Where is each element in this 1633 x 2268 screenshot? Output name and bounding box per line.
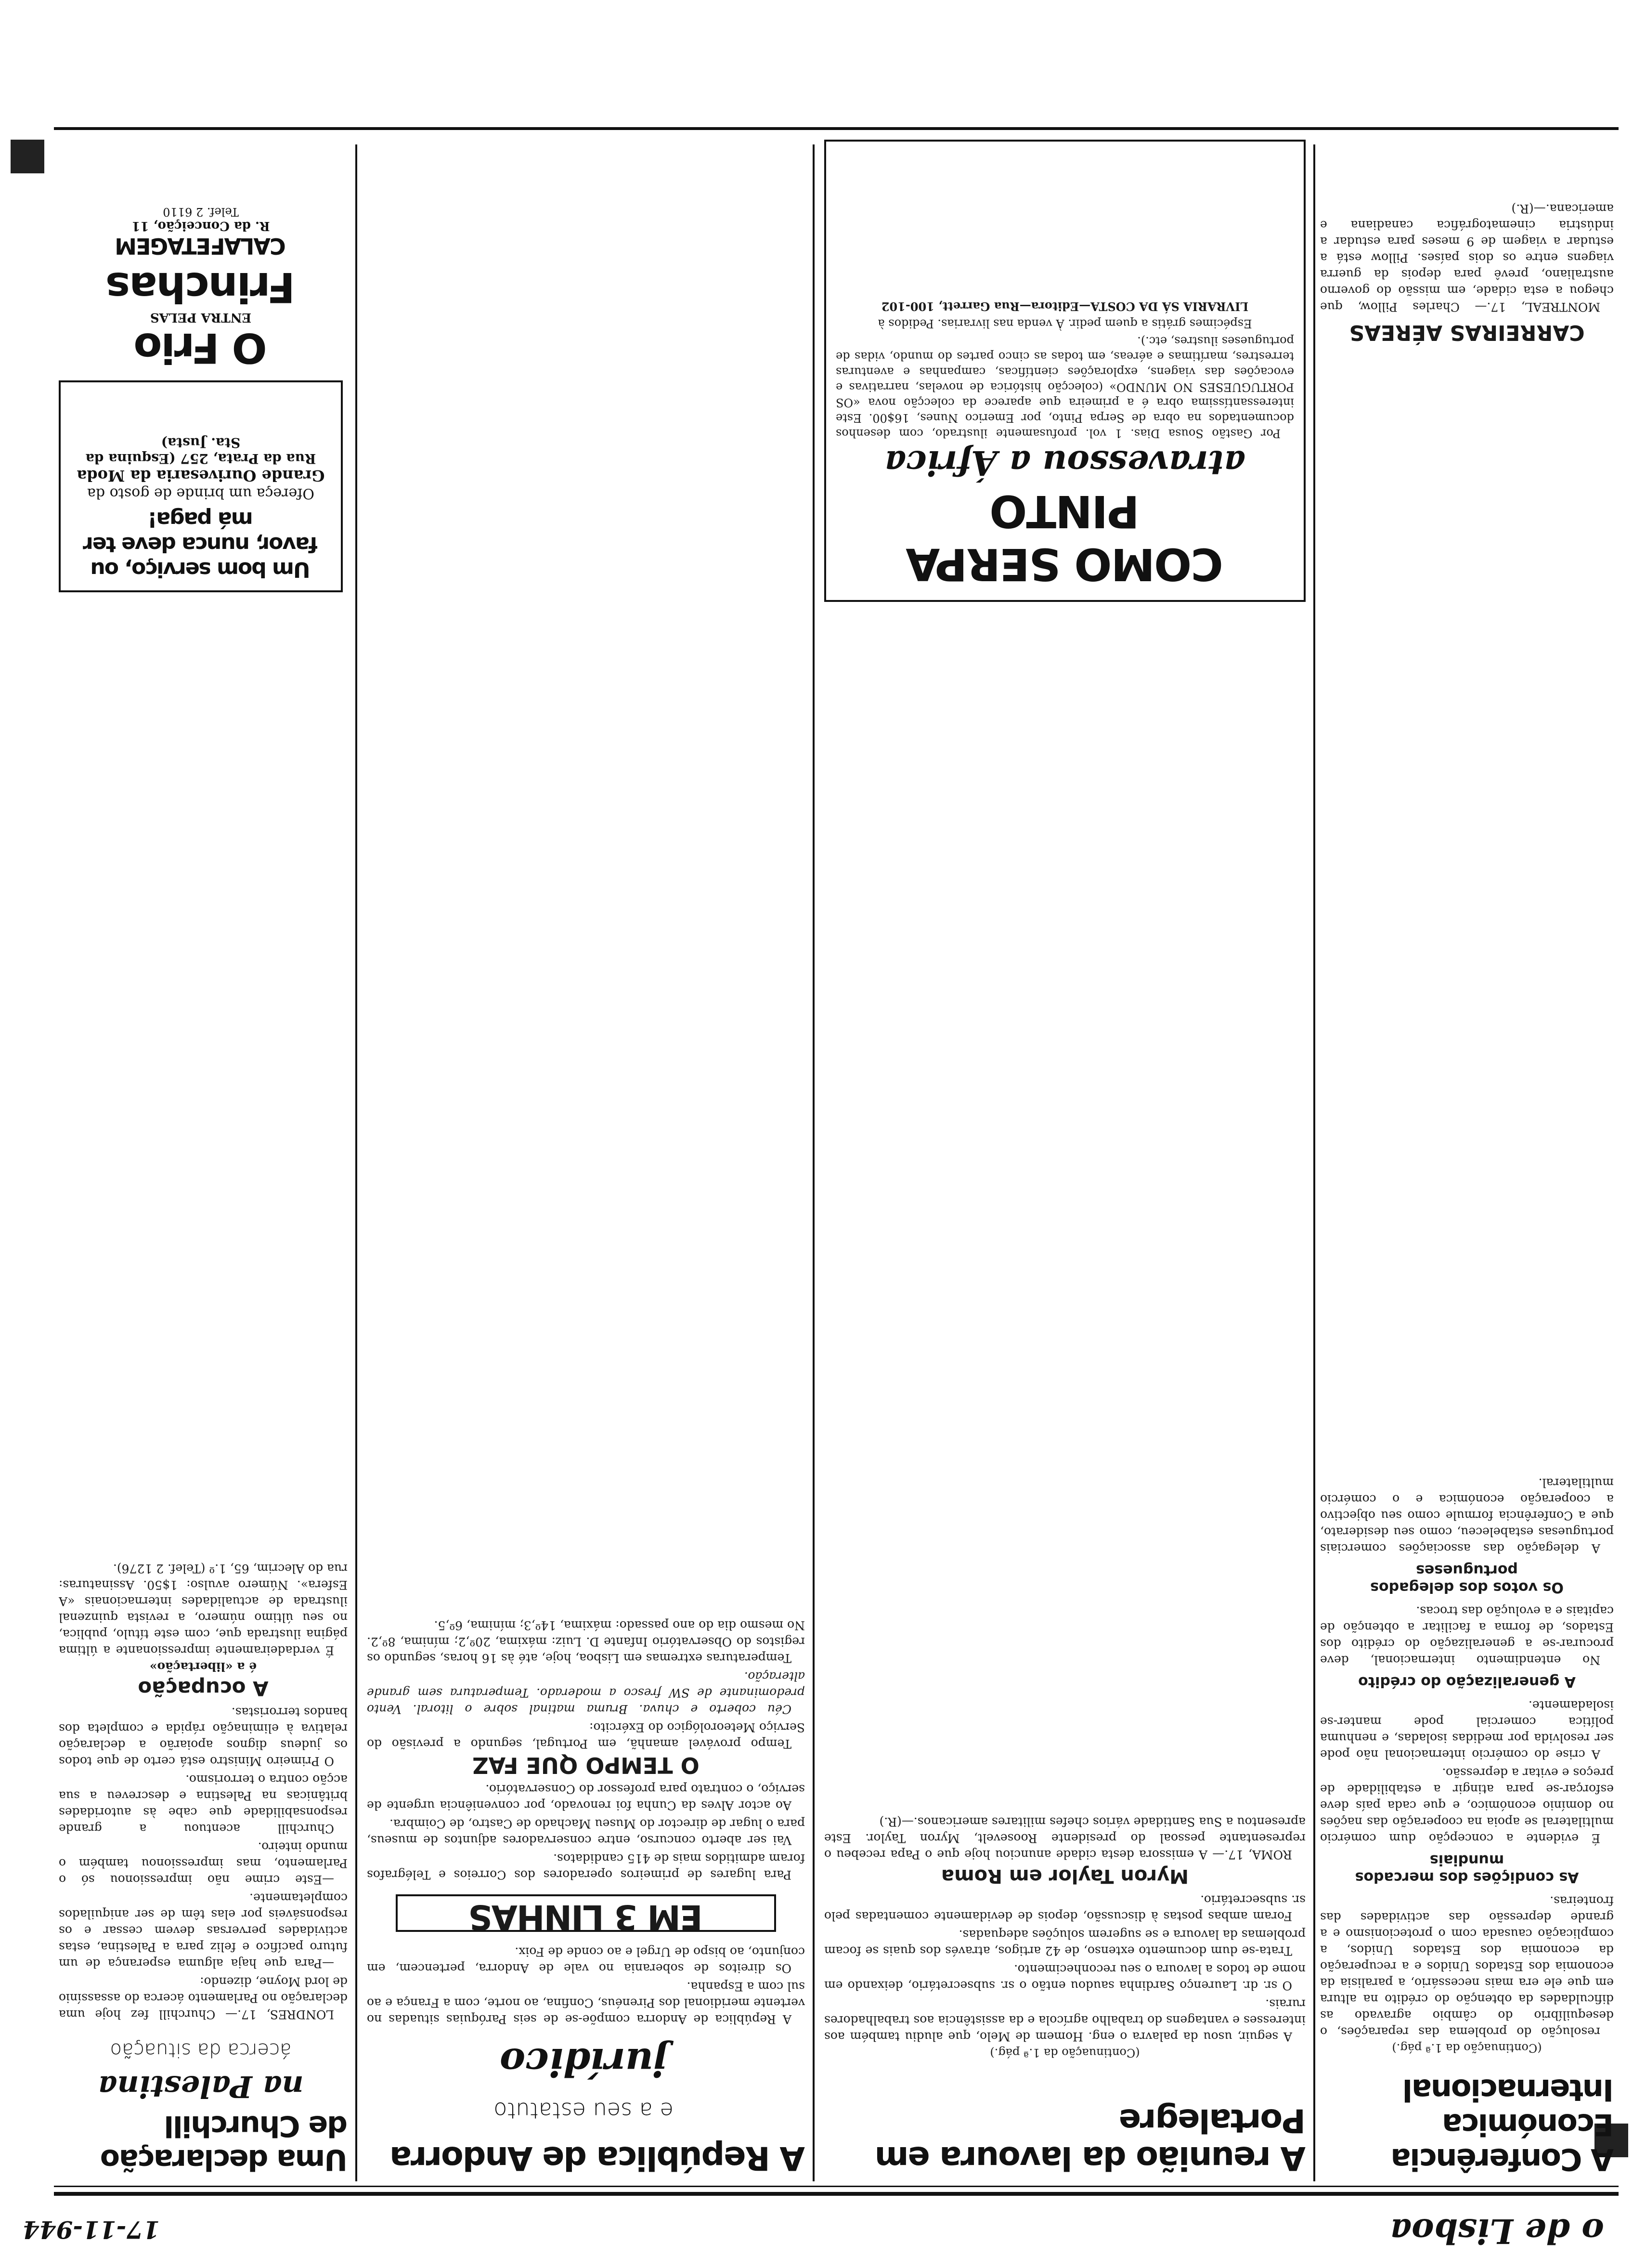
masthead-date: 17-11-944 <box>22 2216 160 2244</box>
column-rule <box>813 144 815 2181</box>
headline-carreiras: CARREIRAS AÉREAS <box>1349 320 1585 345</box>
italic-juridico: jurídico <box>499 2040 668 2085</box>
column-rule <box>1313 144 1315 2181</box>
masthead-rule-thin <box>54 2186 1619 2187</box>
column-rule <box>355 144 357 2181</box>
boxed-em-3-linhas: EM 3 LINHAS <box>396 1894 776 1932</box>
ad-ourivesaria-title: Um bom serviço, ou favor, nunca deve ter má paga! <box>84 507 318 582</box>
bottom-rule <box>54 127 1619 130</box>
ad-serpa-subtitle: atravessou a África <box>884 443 1246 483</box>
column-andorra: A República de Andorra compõe-se de seis Paróquias situadas no vertente meridional dos Pirenéus, Confina, ao norte, com a França e ao sul com a Espanha. Os direitos de soberania no vale de Andorra, pertencem, em conjunto, ao bispo de Urgel e ao conde de Foix. EM 3 LINHAS Para lugares de primeiros operadores dos Correios e Telégrafos foram admitidos mais de 415 candidatos. Vai ser aberto concurso, entre conservadores adjuntos de museus, para o lugar de director do Museu Machado de Castro, de Coimbra. Ao actor Alves da Cunha foi renovado, por conveniência urgente de serviço, o contrato para professor do Conservatório. O TEMPO QUE FAZ Tempo provável amanhã, em Portugal, segundo a previsão do Serviço Meteorológico do Exército: Céu coberto e chuva. Bruma matinal sobre o litoral. Vento predominante de SW fresco a moderado. Temperatura sem grande alteração. Temperaturas extremas em Lisboa, hoje, até às 16 horas, segundo os registos do Observatório Infante D. Luiz: máxima, 20º,2; mínima, 8º,2. No mesmo dia do ano passado: máxima, 14º,3; mínima, 6º,5. <box>367 1618 805 2026</box>
ad-serpa-text: Por Gastão Sousa Dias. 1 vol. profusamente ilustrado, com desenhos documentados na obra de Serpa Pinto, por Emerico Nunes, 16$00. Este interessantíssima obra é a primeira que aparece da colecção nova «OS PORTUGUESES NO MUNDO» (colecção histórica de novelas, narrativas e evocações das viagens, explorações científicas, campanhas e aventuras terrestres, marítimas e aéreas, em todas as cinco partes do mundo, vidas de portugueses ilustres, etc.). <box>836 334 1294 440</box>
headline-churchill: Uma declaração de Churchill <box>101 2109 348 2177</box>
column-conferencia: (Continuação da 1.ª pág.) resolução do problema das reparações, o desequilíbrio do câmbio agravado as dificuldades da obtenção do crédito na altura em que ele era mais necessário, a paralisia da economia dos Estados Unidos e a recuperação da economia dos Estados Unidos, a complicação causada com o protecionismo e a grande depressão das actividades das fronteiras. As condições dos mercados mundiais É evidente a concepção dum comércio multilateral se apoia na cooperação das nações no domínio económico, e que cada país deve esforçar-se para atingir a estabilidade de preços e evitar a depressão. A crise do comércio internacional não pode ser resolvida por medidas isoladas, e nenhuma política comercial pode manter-se isoladamente. A generalização do crédito No entendimento internacional, deve procurar-se a generalização do crédito dos Estados, de forma a facilitar a obtenção de capitais e a evolução das trocas. Os votos dos delegados portugueses A delegação das associações comerciais portuguesas estabeleceu, como seu desiderato, que a Conferência formule como seu objectivo a cooperação económica e o comércio multilateral. <box>1320 1476 1614 2055</box>
masthead-rule <box>54 2192 1619 2196</box>
registration-mark <box>11 140 44 173</box>
subhead-andorra: e a seu estatuto <box>493 2098 674 2124</box>
ad-serpa-title: COMO SERPA PINTO <box>907 485 1223 590</box>
ad-calafetagem: O Frio ENTRA PELAS Frinchas CALAFETAGEM R. da Conceição, 11 Telef. 2 6110 <box>106 205 295 372</box>
ad-serpa-pinto: COMO SERPA PINTO atravessou a África Por Gastão Sousa Dias. 1 vol. profusamente ilustrado, com desenhos documentados na obra de Serpa Pinto, por Emerico Nunes, 16$00. Este interessantíssima obra é a primeira que aparece da colecção nova «OS PORTUGUESES NO MUNDO» (colecção histórica de novelas, narrativas e evocações das viagens, explorações científicas, campanhas e aventuras terrestres, marítimas e aéreas, em todas as cinco partes do mundo, vidas de portugueses ilustres, etc.). Espécimes grátis a quem pedir. À venda nas livrarias. Pedidos à LIVRARIA SÁ DA COSTA—Editora—Rua Garrett, 100-102 <box>824 140 1306 602</box>
headline-conferencia: A Conferência Económica Internacional <box>1391 2072 1614 2177</box>
column-carreiras: CARREIRAS AÉREAS MONTREAL, 17.— Charles Pillow, que chegou a esta cidade, em missão do governo australiano, prevê para depois da guerra viagens entre os dois países. Pillow está a estudar a viagem de 9 meses para estudar a indústria cinematográfica canadiana e americana.—(R.) <box>1320 202 1614 345</box>
column-reuniao: (Continuação da 1.ª pág.) A seguir, usou da palavra o eng. Homem de Melo, que aludiu também aos interesses e vantagens do trabalho agrícola e da assistência aos trabalhadores rurais. O sr. dr. Laurenço Sardinha saudou então o sr. subsecretário, deixando em nome de todos a lavoura o seu reconhecimento. Trata-se dum documento extenso, de 42 artigos, através dos quais se focam problemas da lavoura e se sugerem soluções adequadas. Foram ambas postas à discussão, depois de devidamente comentadas pelo sr. subsecretário. Myron Taylor em Roma ROMA, 17.— A emissora desta cidade anunciou hoje que o Papa recebeu o representante pessoal do presidente Roosevelt, Myron Taylor. Este apresentou a Sua Santidade vários chefes militares americanos.—(R.) <box>824 1815 1306 2059</box>
headline-tempo: O TEMPO QUE FAZ <box>472 1752 700 1778</box>
masthead-title: o de Lisboa <box>1389 2211 1604 2251</box>
italic-palestina: na Palestina <box>98 2069 304 2104</box>
headline-reuniao: A reunião da lavoura em Portalegre <box>875 2101 1306 2177</box>
column-churchill: LONDRES, 17.— Churchill fez hoje uma declaração no Parlamento ácerca do assassínio de lord Moyne, dizendo: —Para que haja alguma esperança de um futuro pacífico e feliz para a Palestina, estas actividades perversas devem cessar e os responsáveis por elas têm de ser aniquilados completamente. —Este crime não impressionou só o Parlamento, mas impressionou também o mundo inteiro. Churchill acentuou a grande responsabilidade que cabe às autoridades britânicas na Palestina e descreveu a sua acção contra o terrorismo. O Primeiro Ministro está certo de que todos os judeus dignos apoiarão a declaração relativa à eliminação rápida e completa dos bandos terroristas. A ocupação é a «libertação» É verdadeiramente impressionante a última página ilustrada que, com este título, publica, no seu último número, a revista quinzenal ilustrada de actualidades internacionais «A Esfera». Número avulso: 1$50. Assinaturas: rua do Alecrim, 65, 1.º (Telef. 2 1276). <box>59 1562 348 2021</box>
subhead-churchill: ácerca da situação <box>110 2039 292 2061</box>
headline-andorra: A República de Andorra <box>390 2139 805 2177</box>
ad-ourivesaria: Um bom serviço, ou favor, nunca deve ter má paga! Ofereça um brinde de gosto da Grande Ourivesaria da Moda Rua da Prata, 257 (Esquina da Sta. Justa) <box>59 380 343 592</box>
